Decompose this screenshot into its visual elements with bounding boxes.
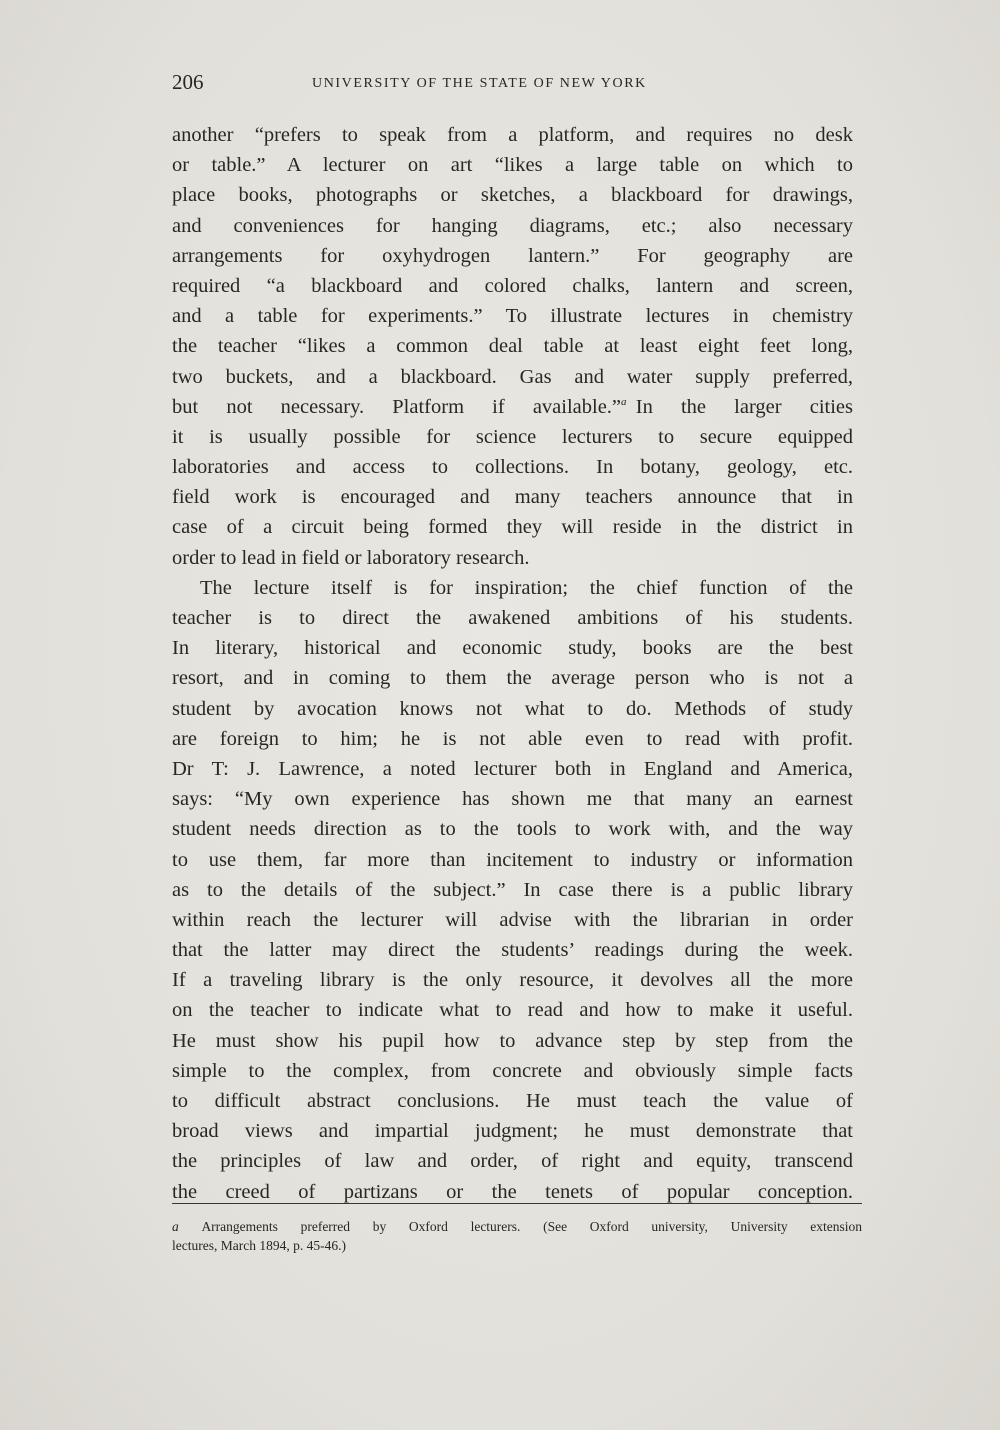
text-line: and conveniences for hanging diagrams, etc.; also necessary (172, 214, 853, 237)
text-line: laboratories and access to collections. In botany, geology, etc. (172, 456, 853, 479)
text-line: the creed of partizans or the tenets of popular conception. (172, 1180, 853, 1203)
text-line: teacher is to direct the awakened ambitions of his students. (172, 607, 853, 629)
text-line: it is usually possible for science lecturers to secure equipped (172, 425, 853, 448)
text-line: another “prefers to speak from a platform, and requires no desk (172, 124, 853, 146)
text-line: arrangements for oxyhydrogen lantern.” For geography are (172, 244, 853, 267)
footnote-marker: a (172, 1219, 179, 1234)
text-line: or table.” A lecturer on art “likes a large table on which to (172, 154, 853, 177)
text-line: In literary, historical and economic study, books are the best (172, 637, 853, 660)
text-line: that the latter may direct the students’ readings during the week. (172, 939, 853, 962)
page-number: 206 (172, 70, 204, 94)
text-line: field work is encouraged and many teachers announce that in (172, 486, 853, 509)
page-header (172, 70, 862, 104)
text-line: student by avocation knows not what to do. Methods of study (172, 697, 853, 720)
text-line: required “a blackboard and colored chalks, lantern and screen, (172, 274, 853, 297)
text-line: and a table for experiments.” To illustrate lectures in chemistry (172, 305, 853, 328)
text-line: order to lead in field or laboratory research. (172, 546, 530, 569)
text-line: says: “My own experience has shown me that many an earnest (172, 788, 853, 811)
text-line: He must show his pupil how to advance step by step from the (172, 1029, 853, 1052)
text-line: case of a circuit being formed they will reside in the district in (172, 516, 853, 539)
running-head: UNIVERSITY OF THE STATE OF NEW YORK (312, 76, 647, 91)
text-line: The lecture itself is for inspiration; the chief function of the (200, 576, 853, 599)
footnote-reference: a (621, 395, 627, 408)
text-line: to difficult abstract conclusions. He must teach the value of (172, 1090, 853, 1112)
text-line: as to the details of the subject.” In case there is a public library (172, 878, 853, 901)
text-line: the principles of law and order, of right and equity, transcend (172, 1150, 853, 1173)
text-segment: but not necessary. Platform if available.” (172, 395, 622, 418)
text-line: broad views and impartial judgment; he must demonstrate that (172, 1120, 853, 1143)
text-segment: In the larger cities (635, 395, 853, 418)
footnote-text: Arrangements preferred by Oxford lecturers. (See Oxford university, University extension (201, 1219, 863, 1234)
text-line: simple to the complex, from concrete and obviously simple facts (172, 1059, 853, 1082)
text-line-with-note (172, 392, 853, 422)
text-line: on the teacher to indicate what to read and how to make it useful. (172, 999, 853, 1022)
text-line: If a traveling library is the only resource, it devolves all the more (172, 969, 853, 992)
text-line: resort, and in coming to them the average person who is not a (172, 667, 853, 690)
text-line: two buckets, and a blackboard. Gas and water supply preferred, (172, 365, 853, 388)
text-line: the teacher “likes a common deal table at least eight feet long, (172, 335, 853, 358)
text-line: Dr T: J. Lawrence, a noted lecturer both in England and America, (172, 757, 853, 780)
body-text (172, 120, 853, 1207)
footnote-divider (172, 1203, 862, 1204)
text-line: to use them, far more than incitement to industry or information (172, 848, 853, 871)
text-line: student needs direction as to the tools to work with, and the way (172, 818, 853, 841)
text-line: place books, photographs or sketches, a blackboard for drawings, (172, 184, 853, 207)
footnote-line (172, 1217, 862, 1236)
footnote (172, 1217, 862, 1255)
text-line: within reach the lecturer will advise with the librarian in order (172, 908, 853, 931)
footnote-line: lectures, March 1894, p. 45-46.) (172, 1238, 346, 1253)
text-line: are foreign to him; he is not able even to read with profit. (172, 727, 853, 750)
